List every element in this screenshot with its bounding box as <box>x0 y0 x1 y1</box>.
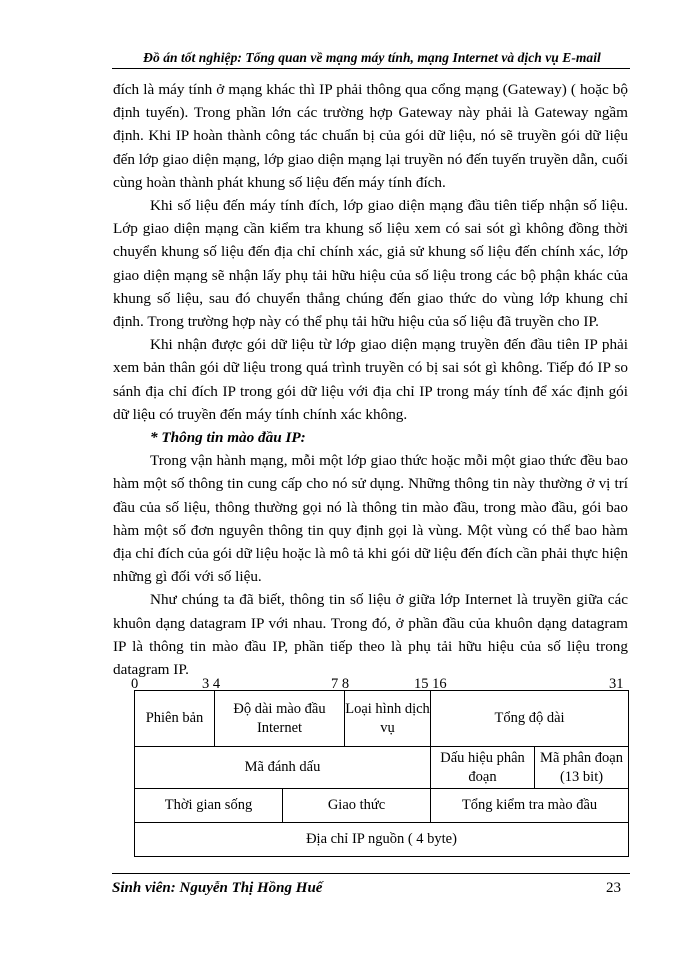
header-rule <box>112 68 630 69</box>
cell-total-length: Tổng độ dài <box>431 691 629 747</box>
paragraph-1: đích là máy tính ở mạng khác thì IP phải thông qua cổng mạng (Gateway) ( hoặc bộ định tuyến). Trong phần lớn các trường hợp Gateway này phải là Gateway ngầm định. Khi IP hoàn thành công tác chuẩn bị của gói dữ liệu, nó sẽ truyền gói dữ liệu đến lớp giao diện mạng, lớp giao diện mạng lại truyền nó đến tuyến truyền dẫn, cuối cùng hoàn thành phát khung số liệu đến máy tính đích. <box>113 81 628 191</box>
cell-service-type: Loại hình dịch vụ <box>345 691 431 747</box>
paragraph-5: Như chúng ta đã biết, thông tin số liệu ở giữa lớp Internet là truyền giữa các khuôn dạng datagram IP với nhau. Trong đó, ở phần đầu của khuôn dạng datagram IP là thông tin mào đầu IP, phần tiếp theo là phụ tải hữu hiệu của số liệu trong datagram IP. <box>113 591 628 679</box>
cell-fragment-offset: Mã phân đoạn (13 bit) <box>535 747 629 789</box>
bit-label-3-4: 3 4 <box>202 676 221 692</box>
body-text <box>113 78 628 681</box>
cell-protocol: Giao thức <box>283 789 431 823</box>
footer-rule <box>112 873 630 874</box>
cell-identification: Mã đánh dấu <box>135 747 431 789</box>
page-number: 23 <box>606 880 621 896</box>
bit-label-15-16: 15 16 <box>414 676 447 692</box>
cell-fragment-flag: Dấu hiệu phân đoạn <box>431 747 535 789</box>
cell-source-address: Địa chỉ IP nguồn ( 4 byte) <box>135 823 629 857</box>
bit-label-31: 31 <box>609 676 624 692</box>
cell-version: Phiên bản <box>135 691 215 747</box>
cell-ttl: Thời gian sống <box>135 789 283 823</box>
paragraph-3: Khi nhận được gói dữ liệu từ lớp giao diện mạng truyền đến đầu tiên IP phải xem bản thân gói dữ liệu trong quá trình truyền có bị sai sót gì không. Tiếp đó IP so sánh địa chỉ đích IP trong gói dữ liệu với địa chỉ IP trong máy tính để xác định gói dữ liệu có truyền đến máy tính chính xác không. <box>113 336 628 423</box>
running-header: Đồ án tốt nghiệp: Tổng quan về mạng máy tính, mạng Internet và dịch vụ E-mail <box>143 50 601 65</box>
footer-student: Sinh viên: Nguyễn Thị Hồng Huế <box>112 880 323 896</box>
paragraph-2: Khi số liệu đến máy tính đích, lớp giao diện mạng đầu tiên tiếp nhận số liệu. Lớp giao diện mạng cần kiểm tra khung số liệu xem có sai sót gì không đồng thời chuyển khung số liệu đến địa chỉ chính xác, giả sử khung số liệu đến chính xác, lớp giao diện mạng sẽ nhận lấy phụ tải hữu hiệu của số liệu trong các bộ phận khác của khung số liệu, sau đó chuyển thẳng chúng đến giao thức do vùng lớp khung chỉ định. Trong trường hợp này có thể phụ tải hữu hiệu của số liệu đã truyền cho IP. <box>113 197 628 331</box>
section-subheading: * Thông tin mào đầu IP: <box>150 429 306 447</box>
cell-checksum: Tổng kiểm tra mào đầu <box>431 789 629 823</box>
ip-header-table <box>134 690 629 857</box>
cell-header-length: Độ dài mào đầu Internet <box>215 691 345 747</box>
paragraph-4: Trong vận hành mạng, mỗi một lớp giao thức hoặc mỗi một giao thức đều bao hàm một số thông tin cung cấp cho nó sử dụng. Những thông tin này thường ở vị trí đầu của số liệu, thông thường gọi nó là thông tin mào đầu, trong mào đầu, gói bao hàm một số đơn nguyên thông tin quy định gọi là vùng. Một vùng có thể bao hàm địa chỉ đích của gói dữ liệu hoặc là mô tả khi gói dữ liệu đến đích cần phải thực hiện những gì đối với số liệu. <box>113 452 628 586</box>
bit-label-7-8: 7 8 <box>331 676 350 692</box>
bit-label-0: 0 <box>131 676 139 692</box>
